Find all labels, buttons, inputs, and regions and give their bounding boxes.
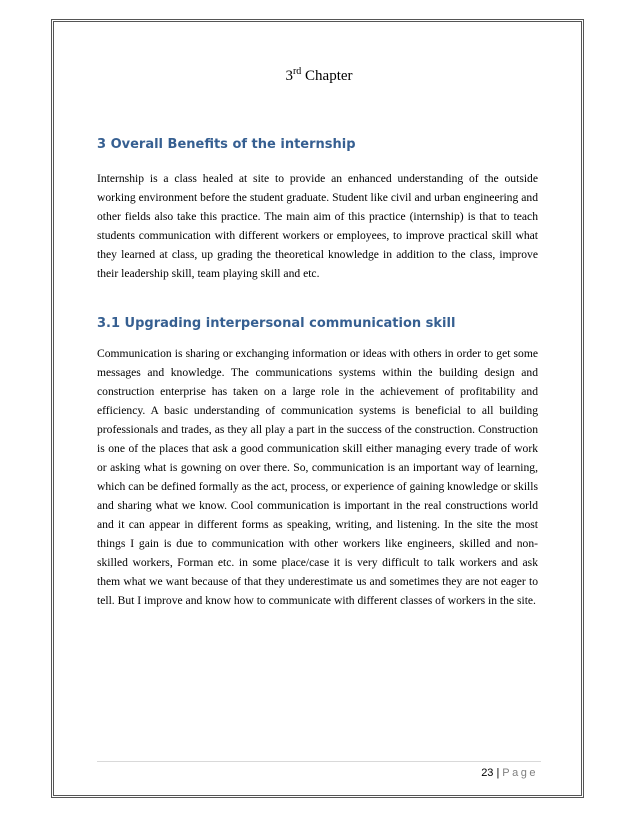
chapter-word: Chapter <box>305 68 353 84</box>
chapter-title <box>0 68 638 85</box>
page-word: Page <box>502 767 538 779</box>
footer-separator: | <box>496 767 500 779</box>
section-body-communication-skill: Communication is sharing or exchanging information or ideas with others in order to get some messages and knowledge. The communications systems within the building design and construction enterprise has taken on a large role in the achievement of profitability and efficiency. A basic understanding of communication systems is beneficial to all building professionals and trades, as they all play a part in the success of the construction. Construction is one of the places that ask a good communication skill either managing every trade of work or asking what is gowning on over there. So, communication is an important way of learning, which can be defined formally as the act, process, or experience of gaining knowledge or skills and sharing what we know. Cool communication is important in the real constructions world and it can appear in different forms as speaking, writing, and listening. In the site the most things I gain is due to communication with other workers like engineers, skilled and non-skilled workers, Forman etc. in some place/case it is very difficult to talk workers and ask them what we want because of that they underestimate us and sometimes they are not eager to tell. But I improve and know how to communicate with different classes of workers in the site. <box>97 347 538 607</box>
chapter-number-suffix: rd <box>292 66 302 77</box>
section-heading-overall-benefits: 3 Overall Benefits of the internship <box>97 137 356 152</box>
chapter-number: 3 <box>285 68 293 84</box>
section-heading-communication-skill: 3.1 Upgrading interpersonal communication skill <box>97 316 456 331</box>
footer-divider <box>97 761 541 762</box>
page-number: 23 <box>481 767 494 779</box>
page-footer <box>481 767 538 779</box>
section-body-overall-benefits: Internship is a class healed at site to provide an enhanced understanding of the outside working environment before the student graduate. Student like civil and urban engineering and other fields also take this practice. The main aim of this practice (internship) is that to teach students communication with different workers or employees, to improve practical skill what they learned at class, up grading the theoretical knowledge in addition to the class, improve their leadership skill, team playing skill and etc. <box>97 172 538 280</box>
